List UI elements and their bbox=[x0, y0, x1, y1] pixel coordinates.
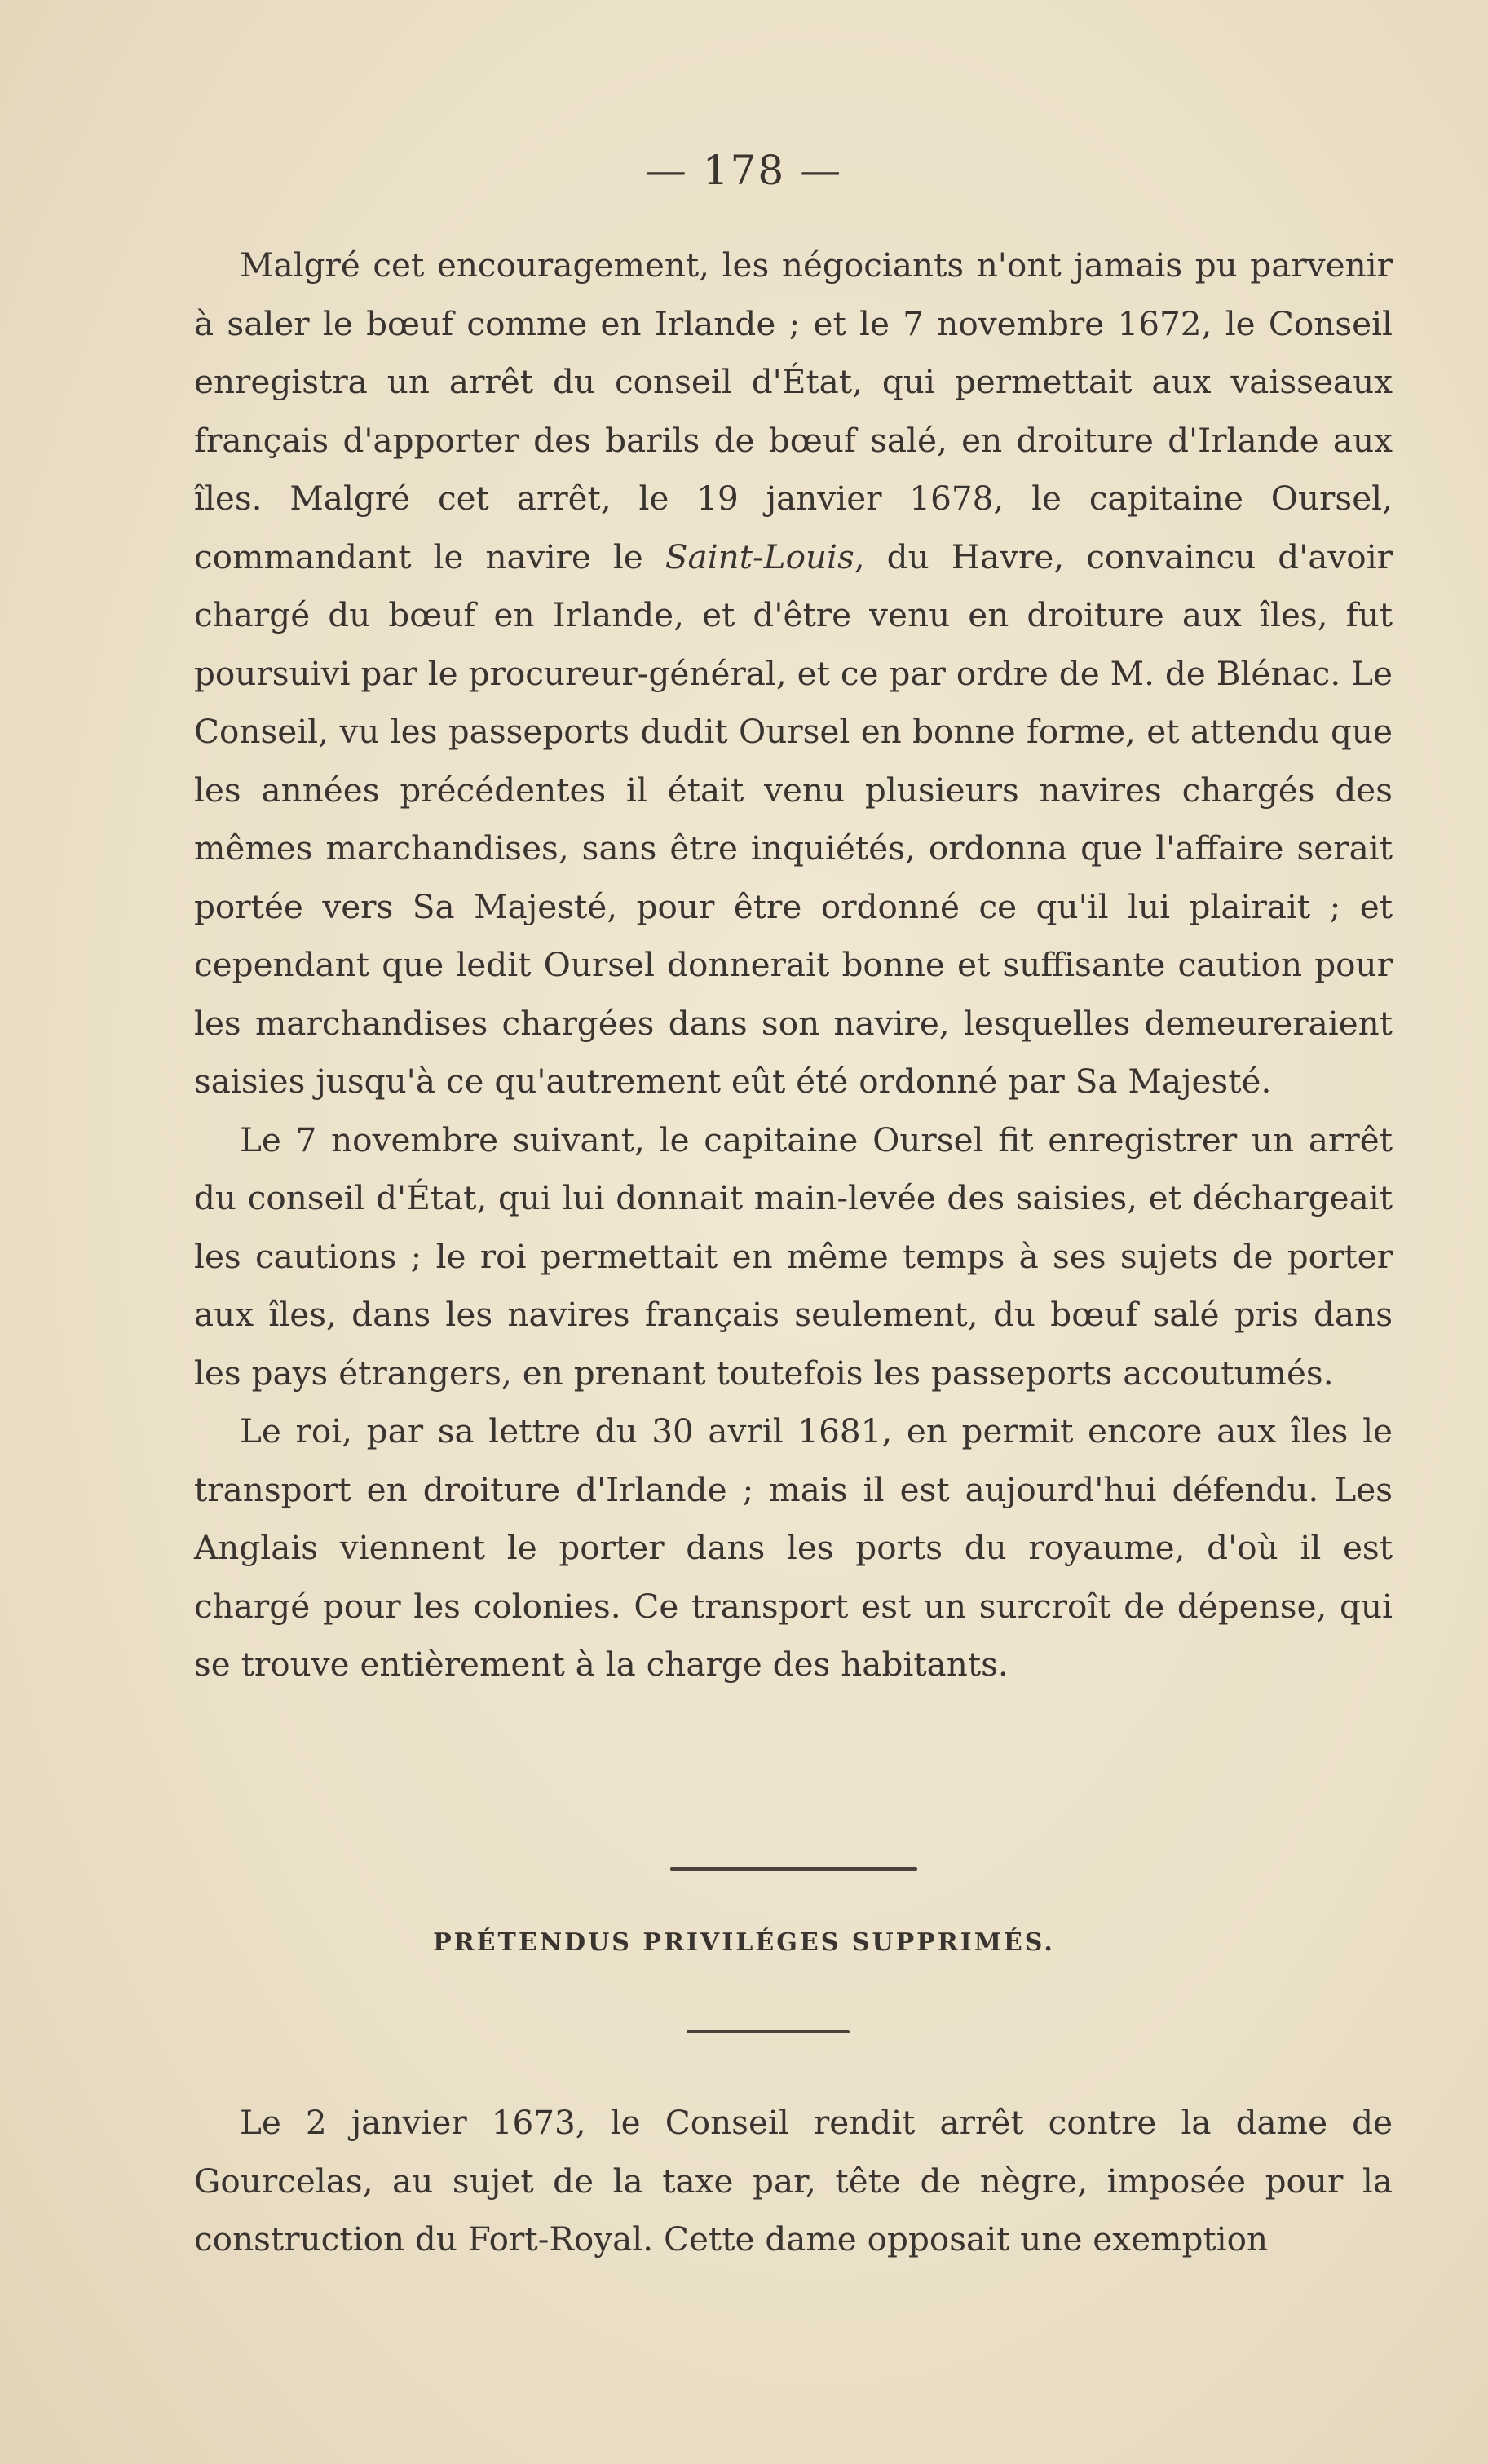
page-number: — 178 — bbox=[645, 147, 843, 194]
section-paragraph: Le 2 janvier 1673, le Conseil rendit arrêt contre la dame de Gourcelas, au sujet de la taxe par, tête de nègre, imposée pour la construction du Fort-Royal. Cette dame opposait une exemption bbox=[194, 2103, 1393, 2259]
section-text bbox=[194, 2094, 1393, 2269]
section-heading: PRÉTENDUS PRIVILÉGES SUPPRIMÉS. bbox=[433, 1928, 1055, 1957]
section-divider-bottom bbox=[687, 2030, 850, 2033]
paragraph-2: Le 7 novembre suivant, le capitaine Oursel fit enregistrer un arrêt du conseil d'État, qui lui donnait main-levée des saisies, et déchargeait les cautions ; le roi permettait en même temps à ses sujets de porter aux îles, dans les navires français seulement, du bœuf salé pris dans les pays étrangers, en prenant toutefois les passeports accoutumés. bbox=[194, 1119, 1393, 1393]
section-divider-top bbox=[670, 1867, 917, 1871]
paragraph-1-before: Malgré cet encouragement, les négociants n'ont jamais pu parvenir à saler le bœuf comme en Irlande ; et le 7 novembre 1672, le Conseil enregistra un arrêt du conseil d'État, qui permettait aux vaisseaux français d'apporter des barils de bœuf salé, en droiture d'Irlande aux îles. Malgré cet arrêt, le 19 janvier 1678, le capitaine Oursel, commandant le navire le bbox=[194, 245, 1393, 576]
paragraph-3: Le roi, par sa lettre du 30 avril 1681, en permit encore aux îles le transport en droiture d'Irlande ; mais il est aujourd'hui défendu. Les Anglais viennent le porter dans les ports du royaume, d'où il est chargé pour les colonies. Ce transport est un surcroît de dépense, qui se trouve entièrement à la charge des habitants. bbox=[194, 1411, 1393, 1684]
main-text bbox=[194, 236, 1393, 1694]
paragraph-1-after: , du Havre, convaincu d'avoir chargé du bœuf en Irlande, et d'être venu en droiture aux îles, fut poursuivi par le procureur-général, et ce par ordre de M. de Blénac. Le Conseil, vu les passeports dudit Oursel en bonne forme, et attendu que les années précédentes il était venu plusieurs navires chargés des mêmes marchandises, sans être inquiétés, ordonna que l'affaire serait portée vers Sa Majesté, pour être ordonné ce qu'il lui plairait ; et cependant que ledit Oursel donnerait bonne et suffisante caution pour les marchandises chargées dans son navire, lesquelles demeureraient saisies jusqu'à ce qu'autrement eût été ordonné par Sa Majesté. bbox=[194, 537, 1393, 1101]
ship-name: Saint-Louis bbox=[665, 537, 854, 576]
paragraph-1 bbox=[194, 236, 1393, 1111]
